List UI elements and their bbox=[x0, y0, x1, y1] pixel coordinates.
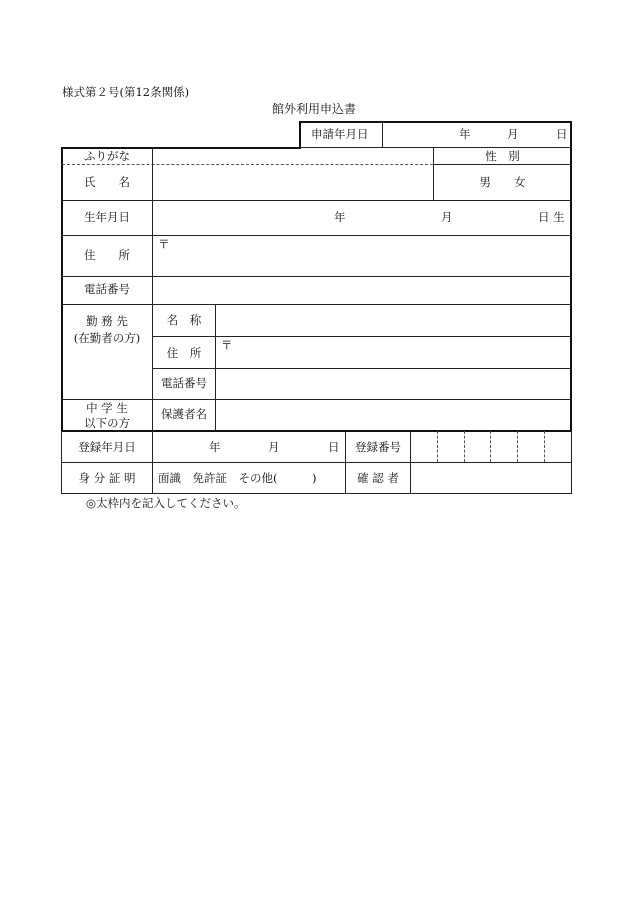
birth-month-unit: 月 bbox=[441, 210, 453, 224]
application-year-unit: 年 bbox=[459, 127, 471, 141]
id-proof-options[interactable]: 面識 免許証 その他( ) bbox=[158, 471, 317, 485]
footnote: ◎太枠内を記入してください。 bbox=[86, 496, 246, 510]
minor-label-line2: 以下の方 bbox=[84, 416, 130, 430]
workplace-phone-input[interactable] bbox=[216, 369, 570, 398]
application-day-unit: 日 bbox=[556, 127, 568, 141]
application-month-unit: 月 bbox=[507, 127, 519, 141]
id-proof-label: 身 分 証 明 bbox=[78, 471, 136, 485]
furigana-label: ふりがな bbox=[84, 149, 130, 163]
workplace-address-label: 住 所 bbox=[166, 346, 202, 360]
application-date-label: 申請年月日 bbox=[311, 127, 369, 141]
phone-label: 電話番号 bbox=[84, 282, 130, 296]
workplace-name-label: 名 称 bbox=[166, 313, 202, 327]
workplace-postal-mark: 〒 bbox=[221, 338, 233, 352]
reg-year-unit: 年 bbox=[209, 440, 221, 454]
minor-label-line1: 中 学 生 bbox=[86, 401, 128, 415]
reg-number-label: 登録番号 bbox=[355, 440, 401, 454]
reg-day-unit: 日 bbox=[328, 440, 340, 454]
guardian-name-label: 保護者名 bbox=[161, 407, 207, 421]
workplace-phone-label: 電話番号 bbox=[161, 376, 207, 390]
address-input[interactable] bbox=[153, 236, 570, 275]
application-date-input[interactable] bbox=[383, 122, 569, 146]
birth-day-suffix: 日 生 bbox=[538, 210, 565, 224]
gender-label: 性 別 bbox=[485, 149, 520, 163]
confirmer-label: 確 認 者 bbox=[357, 471, 399, 485]
reg-month-unit: 月 bbox=[268, 440, 280, 454]
form-title: 館外利用申込書 bbox=[272, 102, 357, 116]
workplace-note: (在勤者の方) bbox=[73, 331, 141, 345]
birthdate-input[interactable] bbox=[153, 201, 570, 234]
address-label: 住 所 bbox=[84, 248, 130, 262]
name-label: 氏 名 bbox=[84, 175, 130, 189]
reg-date-label: 登録年月日 bbox=[78, 440, 136, 454]
workplace-label: 勤 務 先 bbox=[86, 314, 128, 328]
address-postal-mark: 〒 bbox=[158, 237, 170, 251]
phone-input[interactable] bbox=[153, 277, 570, 303]
furigana-input[interactable] bbox=[153, 149, 432, 163]
form-number: 様式第２号(第12条関係) bbox=[62, 85, 190, 99]
name-input[interactable] bbox=[153, 166, 432, 199]
workplace-address-input[interactable] bbox=[216, 337, 570, 367]
workplace-name-input[interactable] bbox=[216, 305, 570, 335]
gender-options[interactable]: 男 女 bbox=[479, 175, 526, 189]
birth-year-unit: 年 bbox=[334, 210, 346, 224]
birthdate-label: 生年月日 bbox=[84, 210, 130, 224]
guardian-name-input[interactable] bbox=[216, 400, 570, 429]
